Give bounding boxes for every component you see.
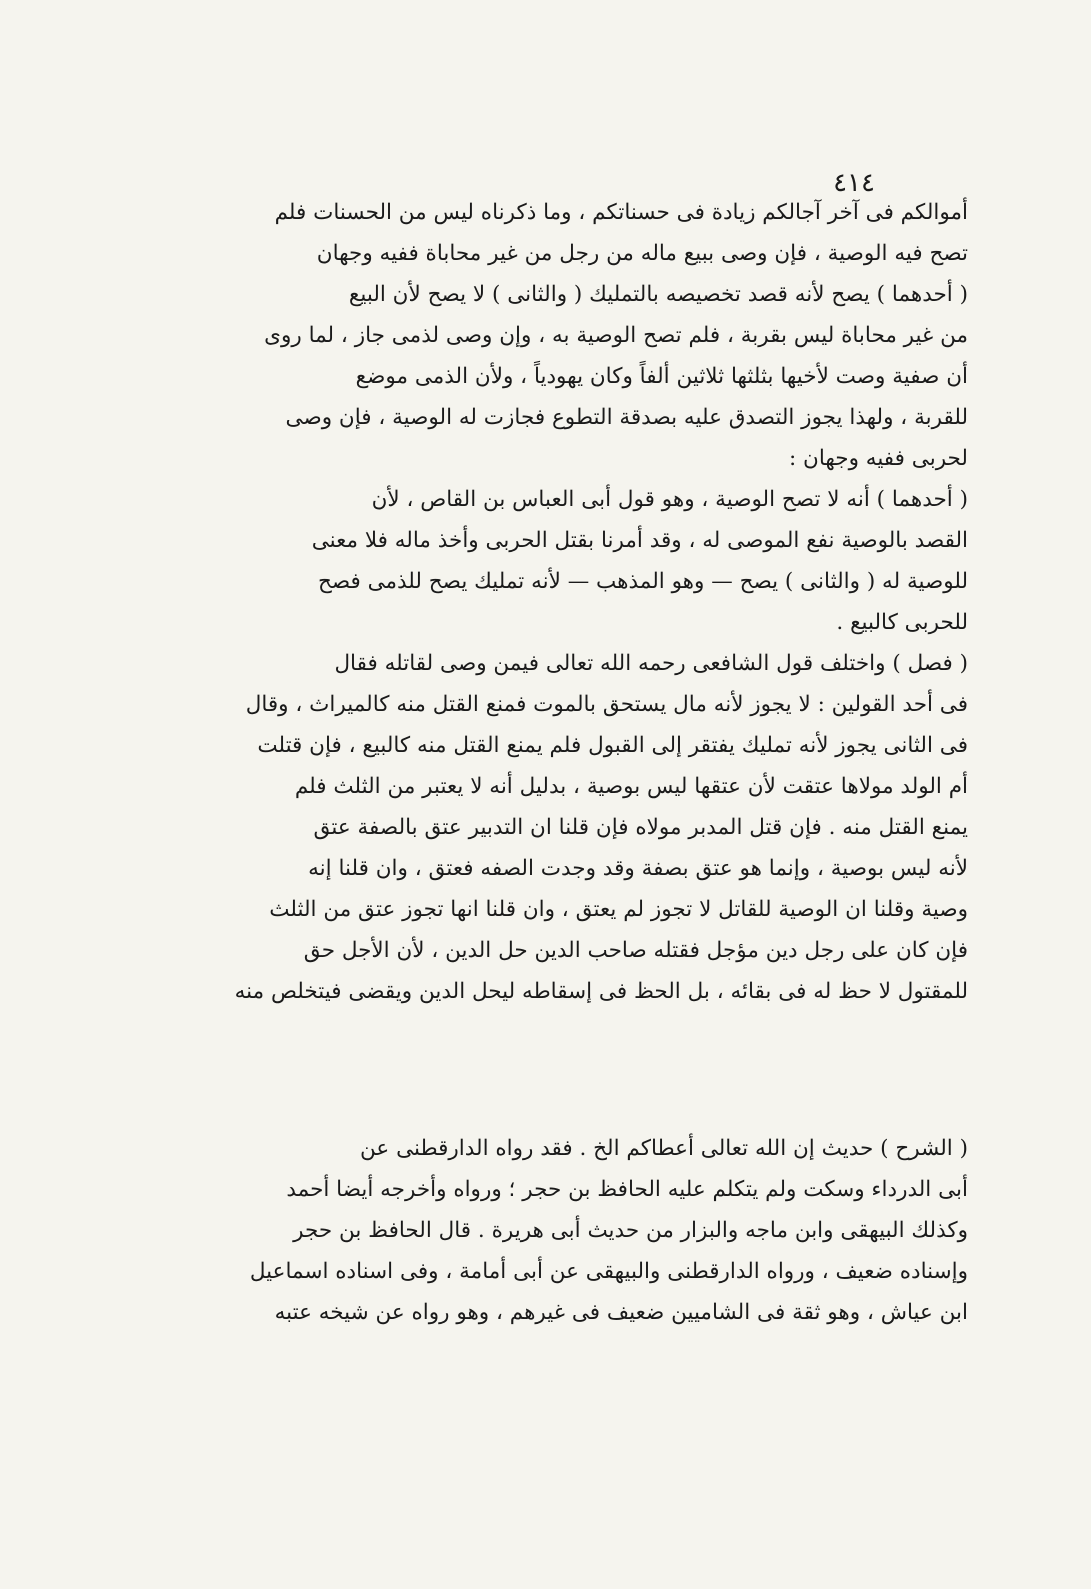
text-line: للمقتول لا حظ له فى بقائه ، بل الحظ فى إسقاطه ليحل الدين ويقضى فيتخلص منه — [234, 979, 968, 1004]
text-line: أبى الدرداء وسكت ولم يتكلم عليه الحافظ بن حجر ؛ ورواه وأخرجه أيضا أحمد — [286, 1177, 968, 1202]
text-line: ( أحدهما ) يصح لأنه قصد تخصيصه بالتمليك ( والثانى ) لا يصح لأن البيع — [348, 282, 968, 307]
text-line: من غير محاباة ليس بقربة ، فلم تصح الوصية به ، وإن وصى لذمى جاز ، لما روى — [264, 323, 968, 348]
text-line: وصية وقلنا ان الوصية للقاتل لا تجوز لم يعتق ، وان قلنا انها تجوز عتق من الثلث — [269, 897, 968, 922]
text-line: للوصية له ( والثانى ) يصح — وهو المذهب — لأنه تمليك يصح للذمى فصح — [317, 569, 968, 594]
text-line: ابن عياش ، وهو ثقة فى الشاميين ضعيف فى غيرهم ، وهو رواه عن شيخه عتبه — [274, 1300, 968, 1325]
text-line: أموالكم فى آخر آجالكم زيادة فى حسناتكم ، وما ذكرناه ليس من الحسنات فلم — [274, 200, 968, 225]
text-line: ( فصل ) واختلف قول الشافعى رحمه الله تعالى فيمن وصى لقاتله فقال — [334, 651, 968, 676]
text-line: ( أحدهما ) أنه لا تصح الوصية ، وهو قول أبى العباس بن القاص ، لأن — [371, 487, 968, 512]
text-line: فى أحد القولين : لا يجوز لأنه مال يستحق بالموت فمنع القتل منه كالميراث ، وقال — [245, 692, 968, 717]
text-line: تصح فيه الوصية ، فإن وصى ببيع ماله من رجل من غير محاباة ففيه وجهان — [316, 241, 968, 266]
text-line: وكذلك البيهقى وابن ماجه والبزار من حديث أبى هريرة . قال الحافظ بن حجر — [293, 1218, 968, 1243]
text-line: لأنه ليس بوصية ، وإنما هو عتق بصفة وقد وجدت الصفه فعتق ، وان قلنا إنه — [308, 856, 968, 881]
text-line: للقربة ، ولهذا يجوز التصدق عليه بصدقة التطوع فجازت له الوصية ، فإن وصى — [285, 405, 968, 430]
text-line: القصد بالوصية نفع الموصى له ، وقد أمرنا بقتل الحربى وأخذ ماله فلا معنى — [311, 528, 968, 553]
commentary-text — [128, 1128, 968, 1333]
text-line: فإن كان على رجل دين مؤجل فقتله صاحب الدين حل الدين ، لأن الأجل حق — [303, 938, 968, 963]
page-number: ٤١٤ — [833, 168, 875, 198]
text-line: أم الولد مولاها عتقت لأن عتقها ليس بوصية ، بدليل أنه لا يعتبر من الثلث فلم — [294, 774, 968, 799]
text-line: ( الشرح ) حديث إن الله تعالى أعطاكم الخ . فقد رواه الدارقطنى عن — [360, 1136, 968, 1161]
main-text — [128, 192, 968, 1012]
text-line: وإسناده ضعيف ، ورواه الدارقطنى والبيهقى عن أبى أمامة ، وفى اسناده اسماعيل — [249, 1259, 968, 1284]
text-line: فى الثانى يجوز لأنه تمليك يفتقر إلى القبول فلم يمنع القتل منه كالبيع ، فإن قتلت — [257, 733, 968, 758]
text-line: لحربى ففيه وجهان : — [788, 446, 968, 471]
text-line: يمنع القتل منه . فإن قتل المدبر مولاه فإن قلنا ان التدبير عتق بالصفة عتق — [313, 815, 968, 840]
text-line: للحربى كالبيع . — [836, 610, 968, 635]
text-line: أن صفية وصت لأخيها بثلثها ثلاثين ألفاً وكان يهودياً ، ولأن الذمى موضع — [355, 364, 968, 389]
